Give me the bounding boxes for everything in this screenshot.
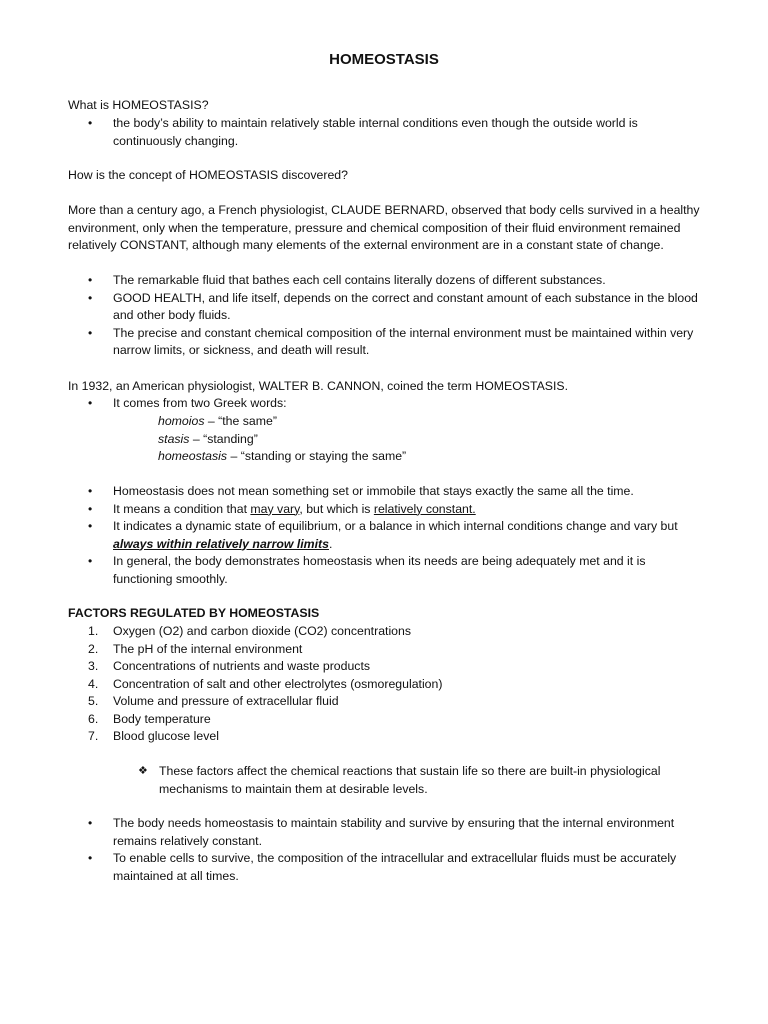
list-item-text: . xyxy=(328,536,333,551)
factors-heading: FACTORS REGULATED BY HOMEOSTASIS xyxy=(68,606,320,620)
bullet-dot-icon: • xyxy=(88,554,93,568)
factors-note-text: These factors affect the chemical reactions that sustain life so there are built-in physiological mechanisms to maintain them at desirable levels. xyxy=(159,764,661,796)
list-item-text: The body needs homeostasis to maintain stability and survive by ensuring that the internal environment remains relatively constant. xyxy=(113,816,675,848)
list-number: 2. xyxy=(88,641,99,656)
factors-list xyxy=(68,623,708,746)
bullet-dot-icon: • xyxy=(88,519,93,533)
emphasized-phrase: always within relatively narrow limits xyxy=(113,536,329,551)
list-item xyxy=(68,518,708,553)
list-item-text: Homeostasis does not mean something set or immobile that stays exactly the same all the time. xyxy=(113,484,634,498)
bullet-dot-icon: • xyxy=(88,851,93,865)
bullet-dot-icon: • xyxy=(88,325,93,340)
list-item-text: Volume and pressure of extracellular fluid xyxy=(113,694,339,708)
greek-term: stasis xyxy=(158,431,190,446)
greek-meaning: – “the same” xyxy=(204,414,277,428)
list-item-text: It comes from two Greek words: xyxy=(113,396,287,410)
list-item xyxy=(68,553,708,588)
list-number: 6. xyxy=(88,711,99,726)
list-item-text: The pH of the internal environment xyxy=(113,641,303,656)
greek-meaning: – “standing” xyxy=(189,431,258,446)
bullet-dot-icon: • xyxy=(88,396,93,410)
list-item-text: It means a condition that xyxy=(113,501,251,516)
list-item-text: Concentration of salt and other electrolytes (osmoregulation) xyxy=(113,676,443,691)
list-number: 5. xyxy=(88,694,99,708)
document-title: HOMEOSTASIS xyxy=(329,51,439,68)
bullet-dot-icon: • xyxy=(88,484,93,498)
list-item xyxy=(68,815,708,850)
underlined-phrase: may vary xyxy=(250,501,300,516)
list-number: 1. xyxy=(88,624,99,638)
list-item xyxy=(68,693,708,711)
question-how-discovered: How is the concept of HOMEOSTASIS discovered? xyxy=(68,168,348,182)
bullet-dot-icon: • xyxy=(88,501,93,516)
greek-bullet-list xyxy=(68,395,708,413)
list-item xyxy=(68,483,708,501)
list-item-text: Body temperature xyxy=(113,711,211,726)
bullet-dot-icon: • xyxy=(88,290,93,305)
list-item-text: , but which is xyxy=(299,501,374,516)
list-item xyxy=(68,501,708,519)
greek-term: homeostasis xyxy=(158,449,228,463)
factors-note-list xyxy=(138,763,698,798)
question-what-is: What is HOMEOSTASIS? xyxy=(68,98,209,112)
list-item xyxy=(68,728,708,746)
list-item-text: Oxygen (O2) and carbon dioxide (CO2) concentrations xyxy=(113,624,412,638)
greek-word-stasis xyxy=(158,431,658,449)
list-item xyxy=(138,763,698,798)
list-item xyxy=(68,641,708,659)
list-number: 7. xyxy=(88,729,99,743)
list-item-text: Blood glucose level xyxy=(113,729,219,743)
greek-word-list xyxy=(158,413,658,466)
list-item xyxy=(68,850,708,885)
bullet-dot-icon: • xyxy=(88,816,93,830)
list-item-text: GOOD HEALTH, and life itself, depends on the correct and constant amount of each substance in the blood and other body fluids. xyxy=(113,290,698,322)
bernard-paragraph: More than a century ago, a French physiologist, CLAUDE BERNARD, observed that body cells survived in a healthy environment, only when the temperature, pressure and chemical composition of their fluid environment remained relatively CONSTANT, although many elements of the external environment are in a constant state of change. xyxy=(68,203,700,252)
bullet-dot-icon: • xyxy=(88,116,93,130)
definition-list xyxy=(68,115,708,150)
list-item xyxy=(68,658,708,676)
underlined-phrase: relatively constant. xyxy=(373,501,476,516)
list-item xyxy=(68,623,708,641)
greek-word-homeostasis xyxy=(158,448,658,466)
cannon-paragraph: In 1932, an American physiologist, WALTER B. CANNON, coined the term HOMEOSTASIS. xyxy=(68,379,569,393)
four-diamond-bullet-icon: ❖ xyxy=(138,765,148,777)
list-number: 4. xyxy=(88,676,99,691)
list-number: 3. xyxy=(88,659,99,673)
bernard-bullet-list xyxy=(68,272,708,360)
list-item xyxy=(68,676,708,694)
final-bullet-list xyxy=(68,815,708,885)
greek-term: homoios xyxy=(158,414,205,428)
meaning-bullet-list xyxy=(68,483,708,588)
greek-word-homoios xyxy=(158,413,658,431)
list-item-text: In general, the body demonstrates homeostasis when its needs are being adequately met and it is functioning smoothly. xyxy=(113,554,646,586)
list-item-text: The precise and constant chemical composition of the internal environment must be maintained within very narrow limits, or sickness, and death will result. xyxy=(113,325,694,357)
list-item xyxy=(68,325,708,360)
list-item xyxy=(68,115,708,150)
list-item xyxy=(68,272,708,290)
greek-meaning: – “standing or staying the same” xyxy=(227,449,407,463)
list-item-text: The remarkable fluid that bathes each cell contains literally dozens of different substances. xyxy=(113,273,606,287)
list-item-text: Concentrations of nutrients and waste products xyxy=(113,659,371,673)
list-item-text: To enable cells to survive, the composition of the intracellular and extracellular fluids must be accurately maintained at all times. xyxy=(113,851,677,883)
list-item xyxy=(68,711,708,729)
definition-text: the body’s ability to maintain relatively stable internal conditions even though the outside world is continuously changing. xyxy=(113,116,638,148)
list-item-text: It indicates a dynamic state of equilibrium, or a balance in which internal conditions change and vary but xyxy=(113,519,678,533)
list-item xyxy=(68,290,708,325)
bullet-dot-icon: • xyxy=(88,273,93,287)
list-item xyxy=(68,395,708,413)
